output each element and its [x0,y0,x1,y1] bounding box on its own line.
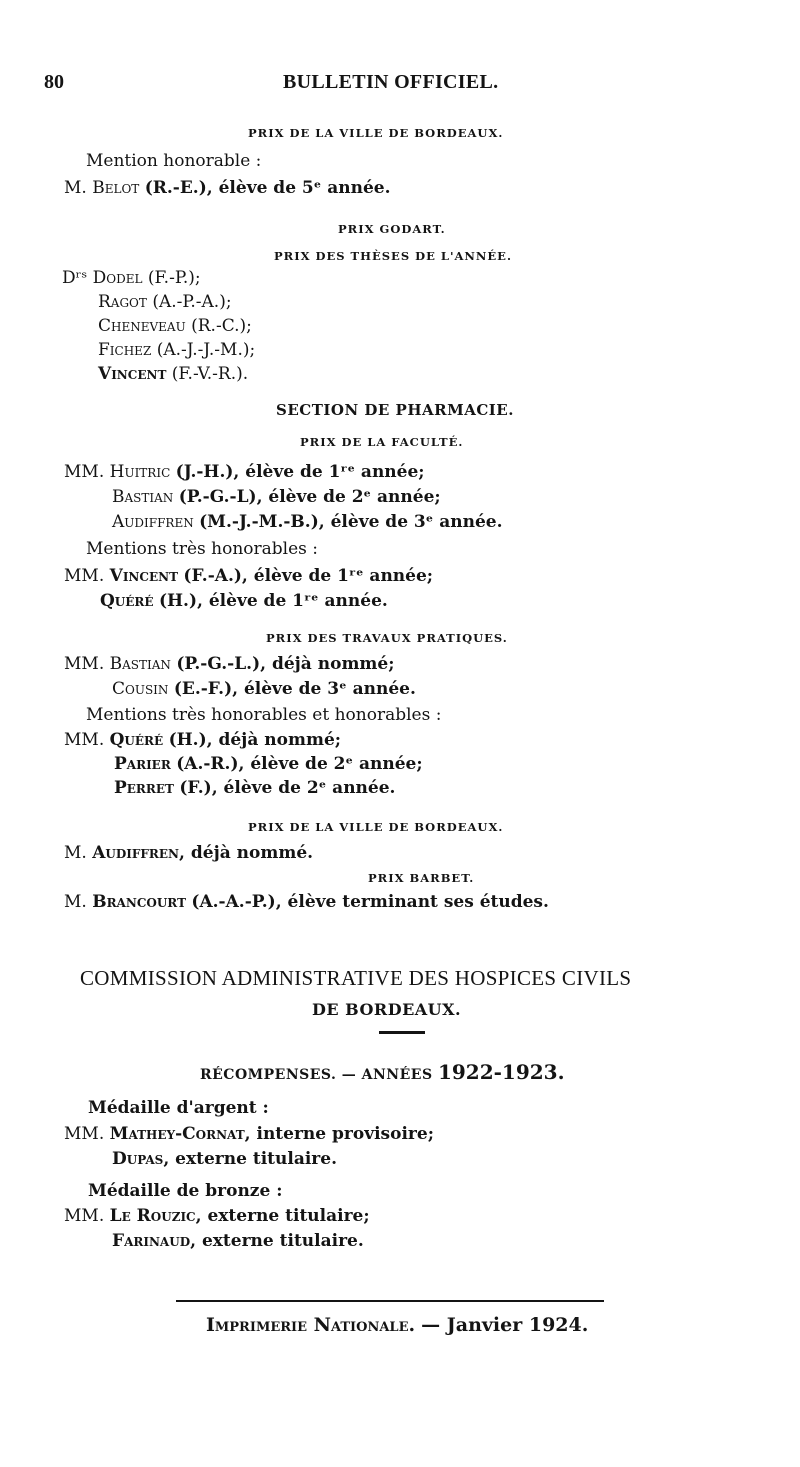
mentions-tres-label: Mentions très honorables : [86,539,319,559]
entry-name: Audiffren [112,512,194,532]
entry-name: Cousin [112,679,169,699]
mention-entry [114,754,423,774]
heading-prix-theses: PRIX DES THÈSES DE L'ANNÉE. [274,249,512,263]
entry-name: Bastian [109,654,171,674]
running-head: BULLETIN OFFICIEL. [283,71,499,93]
short-rule [379,1031,425,1034]
entry-name: Parier [114,754,171,774]
medaille-bronze-label: Médaille de bronze : [88,1181,283,1201]
imprint-date: — Janvier 1924. [421,1314,589,1336]
entry-detail: (J.-H.), élève de 1ʳᵉ année; [175,462,425,482]
entry-prefix: MM. [64,654,105,674]
recompenses-years: 1922-1923. [437,1060,565,1084]
entry-prefix: M. [64,843,87,863]
page-number: 80 [44,71,64,93]
entry-name: Bastian [112,487,174,507]
mention-entry [64,730,341,750]
entry-prefix: MM. [64,462,105,482]
mention-entry [100,591,388,611]
medaille-argent-label: Médaille d'argent : [88,1098,269,1118]
entry-detail: (F.-V.-R.). [171,364,249,384]
entry-prefix: MM. [64,730,105,750]
thesis-entry [98,316,252,336]
entry-detail: (M.-J.-M.-B.), élève de 3ᵉ année. [199,512,503,532]
entry-name: Mathey-Cornat [109,1124,245,1144]
heading-prix-barbet: PRIX BARBET. [368,871,475,885]
mention-entry [64,566,433,586]
imprint-name: Imprimerie Nationale. [206,1314,416,1336]
heading-prix-godart: PRIX GODART. [338,222,446,236]
entry-detail: (F.), élève de 2ᵉ année. [179,778,396,798]
entry-name: Cheneveau [98,316,186,336]
entry-name: Audiffren [92,843,180,863]
entry-name: Huitric [109,462,171,482]
section-pharmacie-title: SECTION DE PHARMACIE. [276,401,514,419]
entry-detail: (H.), élève de 1ʳᵉ année. [158,591,388,611]
commission-title-line1: COMMISSION ADMINISTRATIVE DES HOSPICES CIVILS [80,966,632,990]
entry-detail: (A.-P.-A.); [152,292,232,312]
bronze-entry [64,1206,370,1226]
entry-name: Vincent [98,364,167,384]
thesis-entry [62,268,201,288]
entry-name: Le Rouzic [109,1206,196,1226]
entry-detail: (R.-E.), élève de 5ᵉ année. [144,178,391,198]
thesis-entry [98,340,255,360]
entry-detail: (P.-G.-L.), déjà nommé; [176,654,395,674]
entry-name: Quéré [109,730,164,750]
entry-detail: (F.-A.), élève de 1ʳᵉ année; [183,566,434,586]
entry-name: Perret [114,778,174,798]
entry-prefix: M. [64,178,87,198]
heading-prix-faculte: PRIX DE LA FACULTÉ. [300,435,464,449]
entry-detail: (H.), déjà nommé; [168,730,342,750]
entry-name: Quéré [100,591,154,611]
entry-detail: , externe titulaire; [195,1206,370,1226]
argent-entry [112,1149,337,1169]
entry-name: Brancourt [92,892,186,912]
travaux-entry [112,679,416,699]
entry-prefix: Dʳˢ [62,268,88,288]
entry-prefix: MM. [64,566,105,586]
commission-title-line2: DE BORDEAUX. [312,1000,462,1019]
footer-rule [176,1300,604,1302]
heading-prix-ville-pharmacie: PRIX DE LA VILLE DE BORDEAUX. [248,820,504,834]
ville-entry [64,843,313,863]
mention-honorable-label: Mention honorable : [86,151,262,171]
barbet-entry [64,892,549,912]
mention-entry [114,778,395,798]
entry-prefix: MM. [64,1124,105,1144]
entry-detail: (F.-P.); [147,268,201,288]
faculte-entry [112,487,441,507]
thesis-entry [98,364,248,384]
entry-name: Dupas [112,1149,164,1169]
faculte-entry [64,462,425,482]
entry-detail: (P.-G.-L), élève de 2ᵉ année; [178,487,441,507]
entry-name: Dodel [92,268,143,288]
entry-name: Belot [92,178,140,198]
entry-detail: (A.-R.), élève de 2ᵉ année; [176,754,423,774]
argent-entry [64,1124,434,1144]
travaux-entry [64,654,395,674]
entry-detail: (R.-C.); [191,316,252,336]
entry-detail: (A.-A.-P.), élève terminant ses études. [191,892,549,912]
faculte-entry [112,512,503,532]
entry-detail: (A.-J.-J.-M.); [156,340,256,360]
entry-name: Vincent [109,566,178,586]
heading-prix-travaux: PRIX DES TRAVAUX PRATIQUES. [266,631,508,645]
entry-detail: , externe titulaire. [163,1149,337,1169]
heading-prix-ville-medecine: PRIX DE LA VILLE DE BORDEAUX. [248,126,504,140]
entry-prefix: M. [64,892,87,912]
entry-belot [64,178,391,198]
entry-name: Fichez [98,340,152,360]
thesis-entry [98,292,232,312]
entry-detail: , externe titulaire. [190,1231,364,1251]
entry-name: Ragot [98,292,147,312]
entry-detail: , déjà nommé. [179,843,314,863]
entry-prefix: MM. [64,1206,105,1226]
footer-imprint [206,1315,588,1335]
bronze-entry [112,1231,364,1251]
entry-detail: , interne provisoire; [244,1124,434,1144]
recompenses-label: RÉCOMPENSES. — ANNÉES [200,1067,433,1083]
entry-name: Farinaud [112,1231,191,1251]
entry-detail: (E.-F.), élève de 3ᵉ année. [173,679,416,699]
mentions-th-label: Mentions très honorables et honorables : [86,705,442,725]
recompenses-heading [200,1062,565,1085]
